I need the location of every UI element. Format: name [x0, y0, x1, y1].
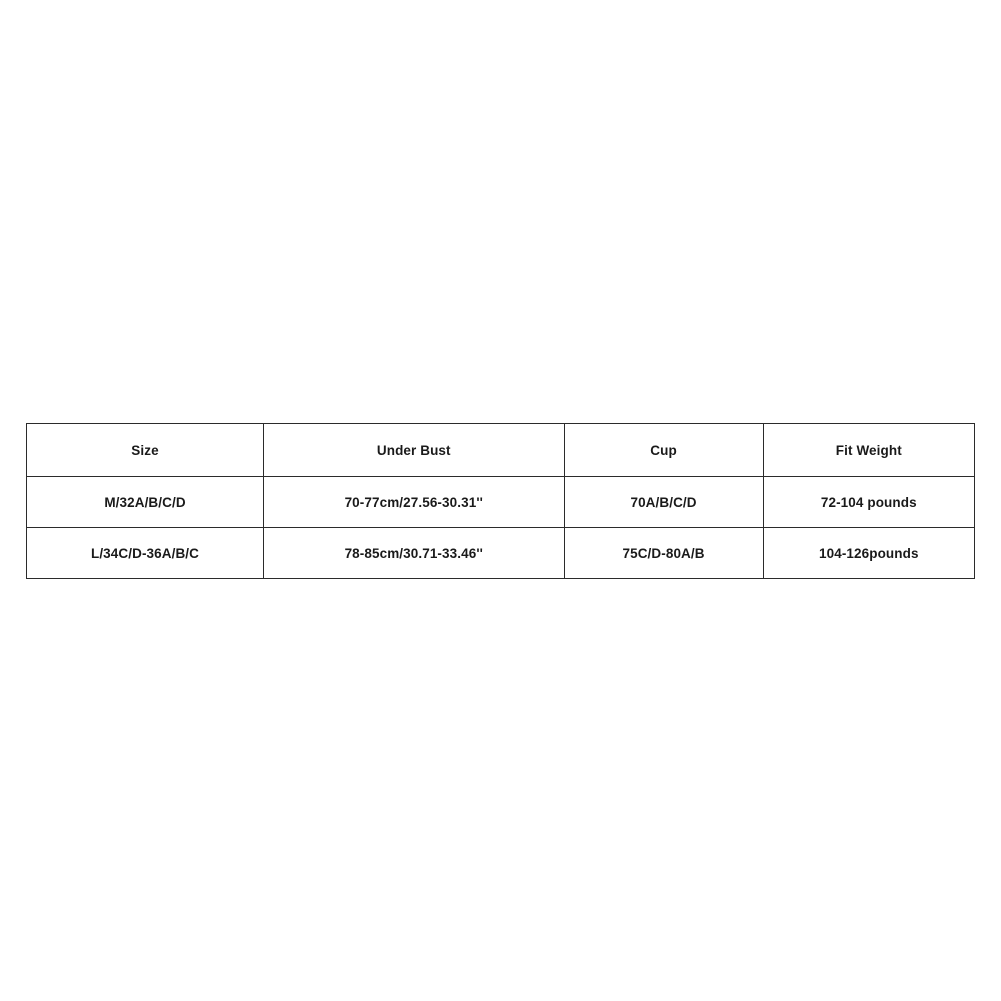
cell-cup: 70A/B/C/D [564, 477, 763, 528]
cell-fit-weight: 104-126pounds [763, 528, 974, 579]
column-header-size: Size [27, 424, 264, 477]
cell-size: M/32A/B/C/D [27, 477, 264, 528]
column-header-under-bust: Under Bust [264, 424, 565, 477]
size-chart-table [26, 423, 975, 579]
cell-size: L/34C/D-36A/B/C [27, 528, 264, 579]
size-chart-container [26, 423, 975, 579]
table-header-row [27, 424, 975, 477]
cell-under-bust: 70-77cm/27.56-30.31'' [264, 477, 565, 528]
table-body [27, 477, 975, 579]
cell-fit-weight: 72-104 pounds [763, 477, 974, 528]
table-row [27, 528, 975, 579]
column-header-fit-weight: Fit Weight [763, 424, 974, 477]
column-header-cup: Cup [564, 424, 763, 477]
cell-cup: 75C/D-80A/B [564, 528, 763, 579]
table-row [27, 477, 975, 528]
table-header [27, 424, 975, 477]
cell-under-bust: 78-85cm/30.71-33.46'' [264, 528, 565, 579]
